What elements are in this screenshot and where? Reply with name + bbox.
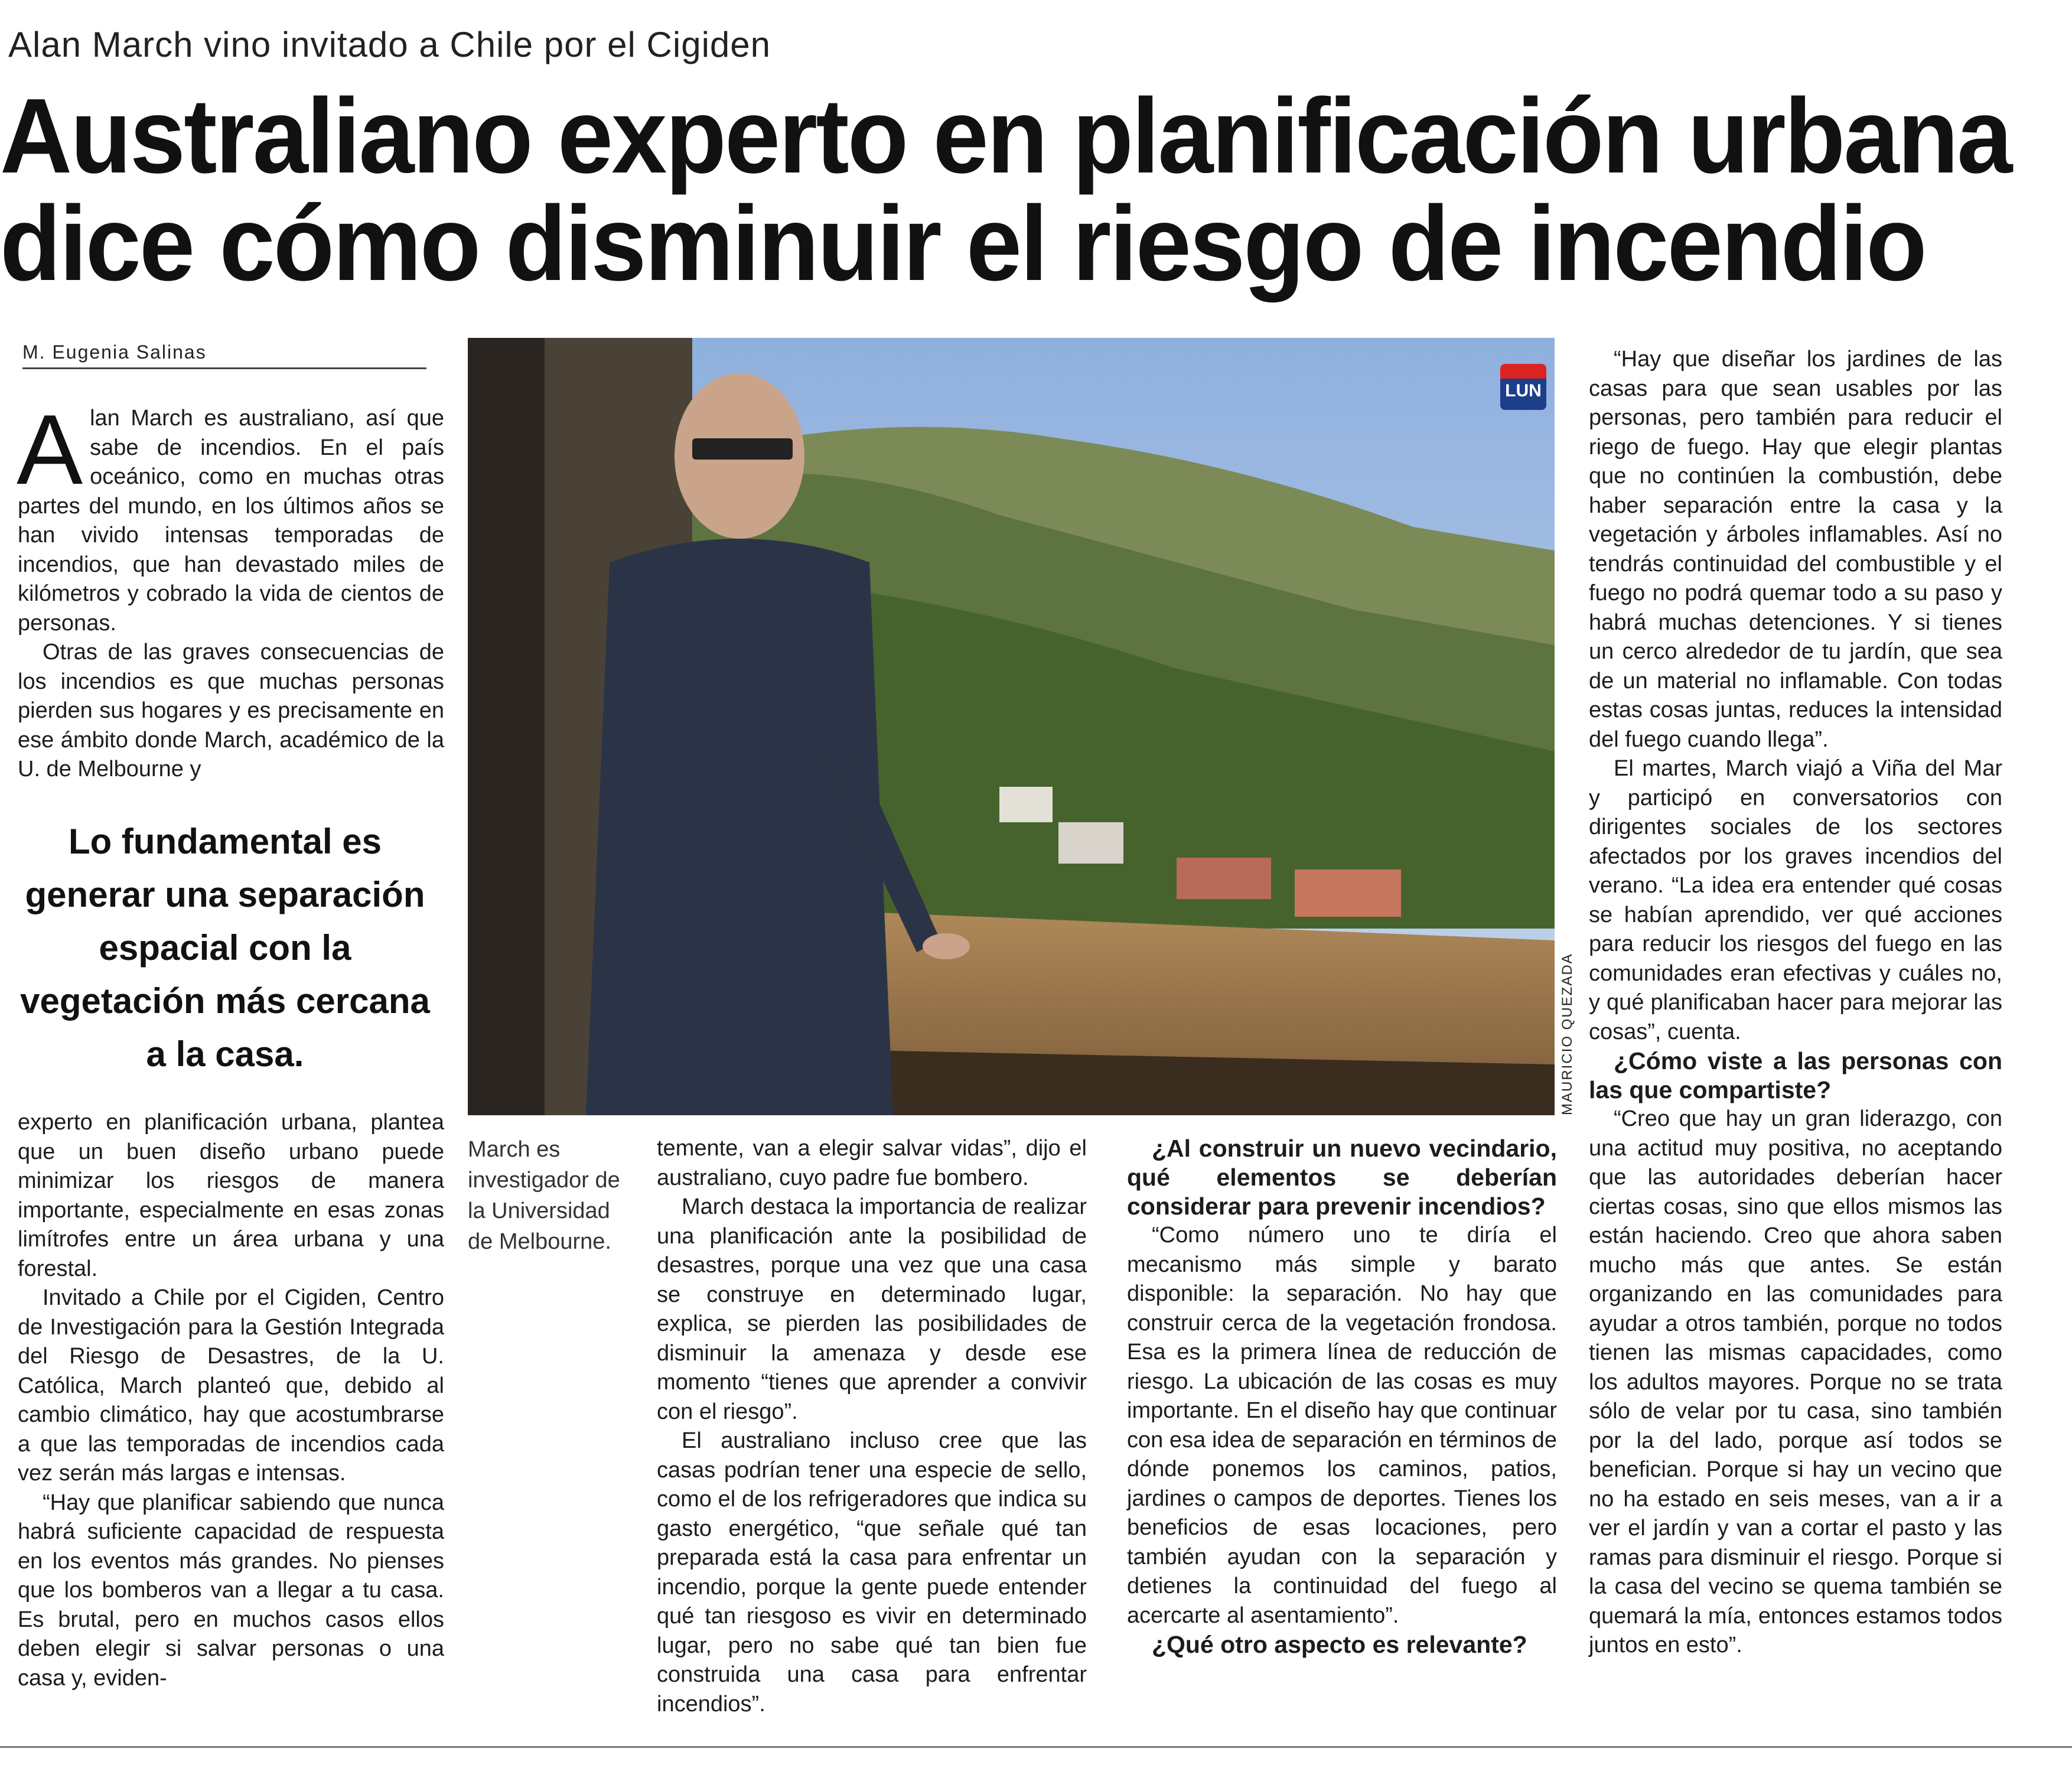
headline-line-2: dice cómo disminuir el riesgo de incendio: [0, 184, 1926, 303]
paragraph: Otras de las graves consecuencias de los incendios es que muchas personas pierden sus hogares y es precisamente en ese ámbito donde March, académico de la U. de Melbourne y: [18, 640, 444, 781]
dropcap: A: [17, 394, 83, 505]
interview-question: ¿Cómo viste a las personas con las que compartiste?: [1589, 1047, 2002, 1103]
interview-question: ¿Qué otro aspecto es relevante?: [1152, 1631, 1527, 1658]
footer-rule: [0, 1746, 2072, 1748]
paragraph: Invitado a Chile por el Cigiden, Centro de Investigación para la Gestión Integrada del Riesgo de Desastres, de la U. Católica, March planteó que, debido al cambio climático, hay que acostumbrarse a que las temporadas de incendios cada vez serán más largas e intensas.: [18, 1285, 444, 1486]
byline: M. Eugenia Salinas: [22, 339, 426, 369]
paragraph: “Hay que diseñar los jardines de las casas para que sean usables por las personas, pero también para reducir el riego de fuego. Hay que elegir plantas que no continúen la combustión, debe haber separación entre la casa y la vegetación y árboles inflamables. Así no tendrás continuidad del combustible y el fuego no podrá quemar todo a su paso y habrá muchas detenciones. Y si tienes un cerco alrededor de tu jardín, que sea de un material no inflamable. Con todas estas cosas juntas, reduces la intensidad del fuego cuando llega”.: [1589, 347, 2002, 752]
paragraph: “Hay que planificar sabiendo que nunca habrá suficiente capacidad de respuesta en los eventos más grandes. No pienses que los bomberos van a llegar a tu casa. Es brutal, pero en muchos casos ellos deben elegir si salvar personas o una casa y, eviden-: [18, 1490, 444, 1691]
paragraph: “Como número uno te diría el mecanismo más simple y barato disponible: la separación. No hay que construir cerca de la vegetación frondosa. Esa es la primera línea de reducción de riesgo. La ubicación de las cosas es muy importante. En el diseño hay que continuar con esa idea de separación en términos de dónde ponemos los caminos, patios, jardines o campos de deportes. Tienes los beneficios de esas locaciones, pero también ayudan con la separación y detienes la continuidad del fuego al acercarte al asentamiento”.: [1127, 1223, 1557, 1628]
column-3: [1127, 1134, 1557, 1659]
lun-logo-badge: LUN: [1500, 364, 1546, 410]
photo-caption: March es investigador de la Universidad de Melbourne.: [468, 1137, 620, 1254]
paragraph: El australiano incluso cree que las casas podrían tener una especie de sello, como el de los refrigeradores que indica su gasto energético, “que señale qué tan preparada está la casa para enfrentar un incendio, porque la gente puede entender qué tan riesgoso es vivir en determinado lugar, pero no sabe qué tan bien fue construida una casa para enfrentar incendios”.: [657, 1428, 1087, 1717]
paragraph: temente, van a elegir salvar vidas”, dijo el australiano, cuyo padre fue bombero.: [657, 1136, 1087, 1190]
paragraph: “Creo que hay un gran liderazgo, con una actitud muy positiva, no aceptando que las autoridades deberían hacer ciertas cosas, sino que ellos mismos las están haciendo. Creo que ahora saben mucho más que antes. Se están organizando en las comunidades para ayudar a otros también, porque no todos tienen las mismas capacidades, como los adultos mayores. Porque no se trata sólo de velar por tu casa, sino también por la del lado, porque así todos se benefician. Porque si hay un vecino que no ha estado en seis meses, van a ir a ver el jardín y van a cortar el pasto y las ramas para disminuir el riesgo. Porque si la casa del vecino se quema también se quemará la mía, entonces estamos todos juntos en esto”.: [1589, 1106, 2002, 1657]
article-photo: [468, 338, 1555, 1115]
paragraph: lan March es australiano, así que sabe de incendios. En el país oceánico, como en muchas otras partes del mundo, en los últimos años se han vivido intensas temporadas de incendios, que han devastado miles de kilómetros y cobrado la vida de cientos de personas.: [18, 406, 444, 636]
headline-line-1: Australiano experto en planificación urbana: [0, 77, 2011, 196]
photo-credit: MAURICIO QUEZADA: [1559, 953, 1575, 1115]
column-2: [657, 1134, 1087, 1719]
interview-question: ¿Al construir un nuevo vecindario, qué elementos se deberían considerar para prevenir incendios?: [1127, 1135, 1557, 1220]
paragraph: experto en planificación urbana, plantea que un buen diseño urbano puede minimizar los riesgos de manera importante, especialmente en esas zonas limítrofes entre un área urbana y una forestal.: [18, 1110, 444, 1281]
column-4: [1589, 345, 2002, 1660]
pull-quote: Lo fundamental es generar una separación espacial con la vegetación más cercana a la casa.: [20, 822, 430, 1074]
column-1-top: [17, 394, 444, 784]
article-headline: [0, 77, 2011, 303]
article-kicker: Alan March vino invitado a Chile por el Cigiden: [8, 25, 771, 64]
photo-illustration: [468, 338, 1555, 1115]
paragraph: El martes, March viajó a Viña del Mar y participó en conversatorios con dirigentes sociales de los sectores afectados por los graves incendios del verano. “La idea era entender qué cosas se habían aprendido, ver qué acciones para reducir los riesgos del fuego en las comunidades eran efectivas y cuáles no, y qué planificaban hacer para mejorar las cosas”, cuenta.: [1589, 756, 2002, 1044]
column-1-bottom: [18, 1108, 444, 1693]
paragraph: March destaca la importancia de realizar una planificación ante la posibilidad de desastres, porque una vez que una casa se construye en determinado lugar, explica, se pierden las posibilidades de disminuir la amenaza y desde ese momento “tienes que aprender a convivir con el riesgo”.: [657, 1194, 1087, 1424]
